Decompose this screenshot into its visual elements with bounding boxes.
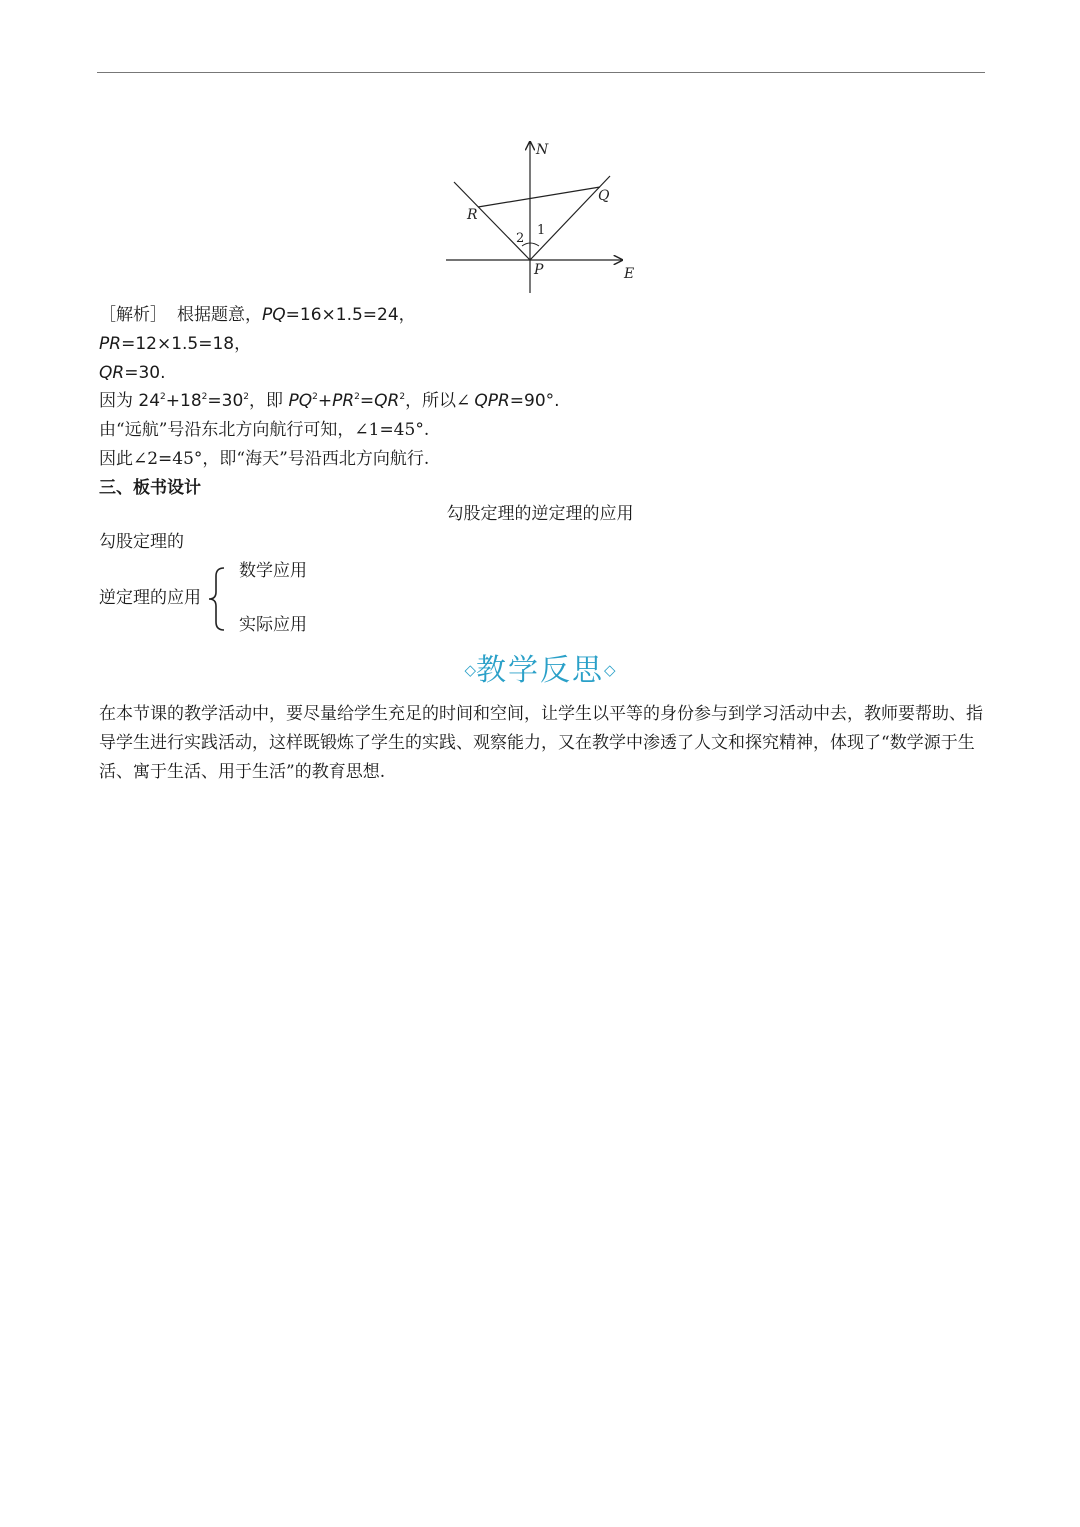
exp-1: 2 [160, 392, 166, 402]
label-p: P [534, 262, 544, 278]
so-text: ，所以∠ [405, 391, 471, 411]
reflection-title [0, 648, 1080, 693]
board-left-line-1: 勾股定理的 [99, 532, 184, 552]
analysis-line-5: 由“远航”号沿东北方向航行可知，∠1=45°. [99, 420, 430, 440]
pr-equation: =12×1.5=18， [121, 334, 252, 354]
board-title: 勾股定理的逆定理的应用 [446, 504, 634, 524]
label-angle-2: 2 [516, 231, 525, 246]
ie-text: ，即 [249, 391, 289, 411]
equals-sign: = [359, 391, 375, 411]
analysis-line-3 [99, 361, 165, 385]
board-branch-1: 数学应用 [239, 561, 307, 581]
label-e: E [624, 266, 635, 282]
analysis-line-1 [99, 303, 416, 327]
reflection-title-text: 教学反思 [476, 653, 604, 688]
eq-30: =30 [207, 391, 244, 411]
board-branch-2: 实际应用 [239, 615, 307, 635]
label-angle-1: 1 [537, 223, 546, 238]
var-qr: QR [99, 363, 125, 383]
board-left-line-2: 逆定理的应用 [99, 588, 201, 608]
navigation-diagram [440, 136, 640, 296]
plus-sign: + [317, 391, 333, 411]
label-n: N [536, 142, 549, 158]
analysis-line-6: 因此∠2=45°，即“海天”号沿西北方向航行. [99, 449, 430, 469]
deg-90: =90°. [509, 391, 560, 411]
diamond-left-icon: ◇ [464, 661, 476, 679]
ray-pr [454, 182, 530, 260]
analysis-intro: 根据题意， [177, 305, 262, 325]
pq-equation: =16×1.5=24， [285, 305, 416, 325]
analysis-line-2 [99, 332, 251, 356]
plus-18: +18 [165, 391, 202, 411]
var-pq: PQ [262, 305, 286, 325]
exp-3: 2 [243, 392, 250, 402]
analysis-bracket: ［解析］ [99, 305, 167, 325]
num-24: 24 [138, 391, 161, 411]
label-r: R [467, 207, 478, 223]
exp-4: 2 [312, 392, 318, 402]
segment-rq [478, 187, 600, 207]
exp-6: 2 [399, 392, 406, 402]
var-pr: PR [99, 334, 122, 354]
reflection-paragraph: 在本节课的教学活动中，要尽量给学生充足的时间和空间，让学生以平等的身份参与到学习活动中去，教师要帮助、指导学生进行实践活动，这样既锻炼了学生的实践、观察能力，又在教学中渗透了人文和探究精神，体现了“数学源于生活、寓于生活、用于生活”的教育思想. [99, 704, 983, 782]
var-pr-2: PR [332, 391, 355, 411]
var-pq-2: PQ [288, 391, 313, 411]
board-heading: 三、板书设计 [99, 478, 201, 498]
analysis-line-4 [99, 389, 560, 413]
qr-equation: =30. [124, 363, 166, 383]
exp-5: 2 [354, 392, 360, 402]
diamond-right-icon: ◇ [604, 661, 616, 679]
exp-2: 2 [201, 392, 208, 402]
since-text: 因为 [99, 391, 139, 411]
header-rule [97, 72, 985, 73]
label-q: Q [598, 188, 610, 204]
var-qpr: QPR [474, 391, 510, 411]
curly-brace [206, 566, 228, 632]
var-qr-2: QR [374, 391, 400, 411]
